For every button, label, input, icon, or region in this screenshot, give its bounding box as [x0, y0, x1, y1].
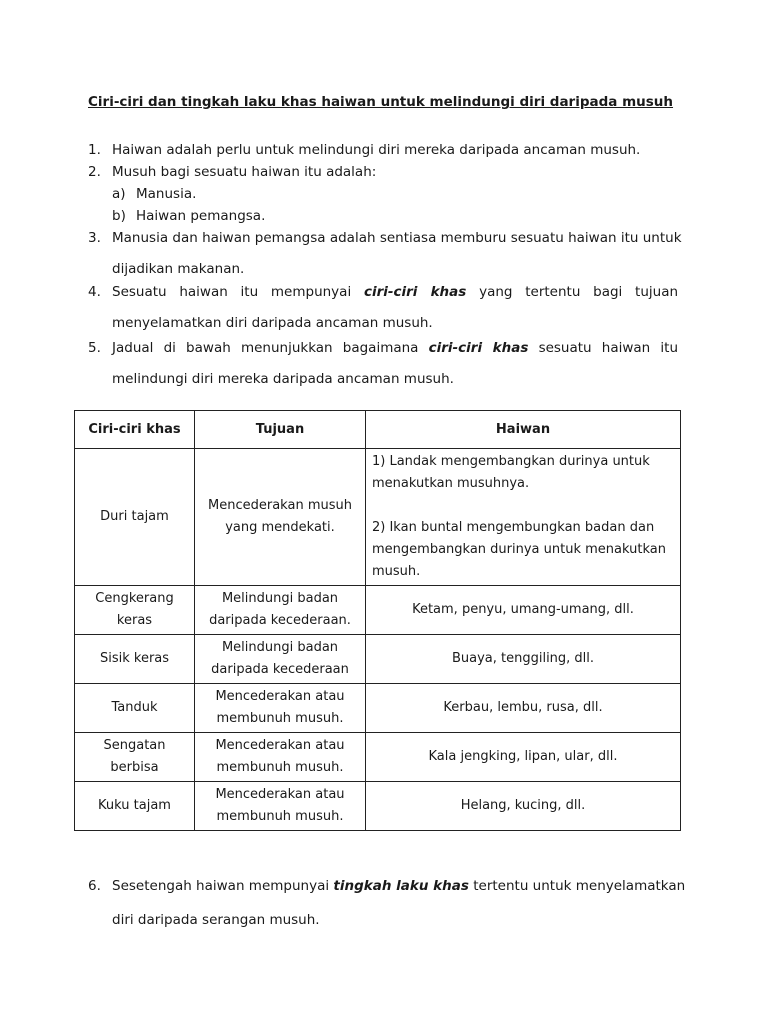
item-text-line1: [112, 869, 688, 903]
table-row: [75, 586, 681, 635]
item-number: 2.: [88, 164, 101, 180]
list-item-1: [88, 139, 678, 161]
list-item-6: [88, 869, 688, 937]
cell-tujuan: Melindungi badan daripada kecederaan.: [195, 586, 366, 635]
cell-haiwan: [366, 449, 681, 586]
list-item-3: [88, 223, 682, 285]
cell-haiwan: Kerbau, lembu, rusa, dll.: [366, 684, 681, 733]
item-text-line2: menyelamatkan diri daripada ancaman musuh.: [112, 315, 433, 331]
table-header-row: [75, 411, 681, 449]
table-row: [75, 733, 681, 782]
cell-tujuan: Mencederakan atau membunuh musuh.: [195, 684, 366, 733]
cell-ciri: Sengatan berbisa: [75, 733, 195, 782]
keyword-ciri-ciri-khas: ciri-ciri khas: [363, 284, 467, 300]
cell-tujuan: Mencederakan atau membunuh musuh.: [195, 782, 366, 831]
features-table: [74, 410, 681, 831]
list-item-5: [88, 333, 678, 395]
cell-haiwan: Helang, kucing, dll.: [366, 782, 681, 831]
numbered-list: [88, 139, 682, 395]
list-item-4: [88, 277, 678, 339]
cell-haiwan: Kala jengking, lipan, ular, dll.: [366, 733, 681, 782]
item-text: Haiwan adalah perlu untuk melindungi diri mereka daripada ancaman musuh.: [112, 142, 641, 158]
sub-item-text: Manusia.: [136, 186, 197, 202]
haiwan-point-2: 2) Ikan buntal mengembungkan badan dan mengembangkan durinya untuk menakutkan musuh.: [372, 520, 666, 579]
header-tujuan: Tujuan: [195, 411, 366, 449]
sub-item-a: [112, 183, 678, 205]
item-text-line2: melindungi diri mereka daripada ancaman musuh.: [112, 371, 454, 387]
header-haiwan: Haiwan: [366, 411, 681, 449]
sub-item-number: b): [112, 208, 126, 224]
page-title: Ciri-ciri dan tingkah laku khas haiwan untuk melindungi diri daripada musuh: [88, 94, 674, 110]
text-segment: sesuatu haiwan itu: [538, 340, 678, 356]
text-segment: Sesetengah haiwan mempunyai: [112, 878, 330, 894]
haiwan-point-1: 1) Landak mengembangkan durinya untuk menakutkan musuhnya.: [372, 454, 650, 491]
table-row: [75, 684, 681, 733]
list-item-6-body: [88, 869, 688, 937]
keyword-ciri-ciri-khas: ciri-ciri khas: [428, 340, 529, 356]
cell-ciri: Kuku tajam: [75, 782, 195, 831]
sub-item-text: Haiwan pemangsa.: [136, 208, 266, 224]
text-segment: tertentu untuk menyelamatkan: [473, 878, 686, 894]
header-ciri-ciri-khas: Ciri-ciri khas: [75, 411, 195, 449]
keyword-tingkah-laku-khas: tingkah laku khas: [333, 878, 469, 894]
item-text-line1: [112, 333, 678, 364]
cell-ciri: Duri tajam: [75, 449, 195, 586]
cell-ciri: Cengkerang keras: [75, 586, 195, 635]
item-text-line1: [112, 277, 678, 308]
item-number: 6.: [88, 878, 101, 894]
cell-haiwan: Buaya, tenggiling, dll.: [366, 635, 681, 684]
sub-item-number: a): [112, 186, 126, 202]
table-row: [75, 449, 681, 586]
item-text: Musuh bagi sesuatu haiwan itu adalah:: [112, 164, 377, 180]
cell-tujuan: Mencederakan musuh yang mendekati.: [195, 449, 366, 586]
item-text-line1: Manusia dan haiwan pemangsa adalah sentiasa memburu sesuatu haiwan itu untuk: [112, 230, 682, 246]
item-number: 3.: [88, 230, 101, 246]
cell-haiwan: Ketam, penyu, umang-umang, dll.: [366, 586, 681, 635]
cell-ciri: Sisik keras: [75, 635, 195, 684]
item-number: 4.: [88, 284, 101, 300]
table-row: [75, 782, 681, 831]
text-segment: Sesuatu haiwan itu mempunyai: [112, 284, 352, 300]
item-text-line2: diri daripada serangan musuh.: [112, 912, 320, 928]
item-number: 1.: [88, 142, 101, 158]
text-segment: yang tertentu bagi tujuan: [479, 284, 679, 300]
item-number: 5.: [88, 340, 101, 356]
cell-tujuan: Melindungi badan daripada kecederaan: [195, 635, 366, 684]
list-item-2: [88, 161, 678, 227]
text-segment: Jadual di bawah menunjukkan bagaimana: [112, 340, 419, 356]
table-row: [75, 635, 681, 684]
cell-tujuan: Mencederakan atau membunuh musuh.: [195, 733, 366, 782]
item-text-line2: dijadikan makanan.: [112, 261, 245, 277]
cell-ciri: Tanduk: [75, 684, 195, 733]
